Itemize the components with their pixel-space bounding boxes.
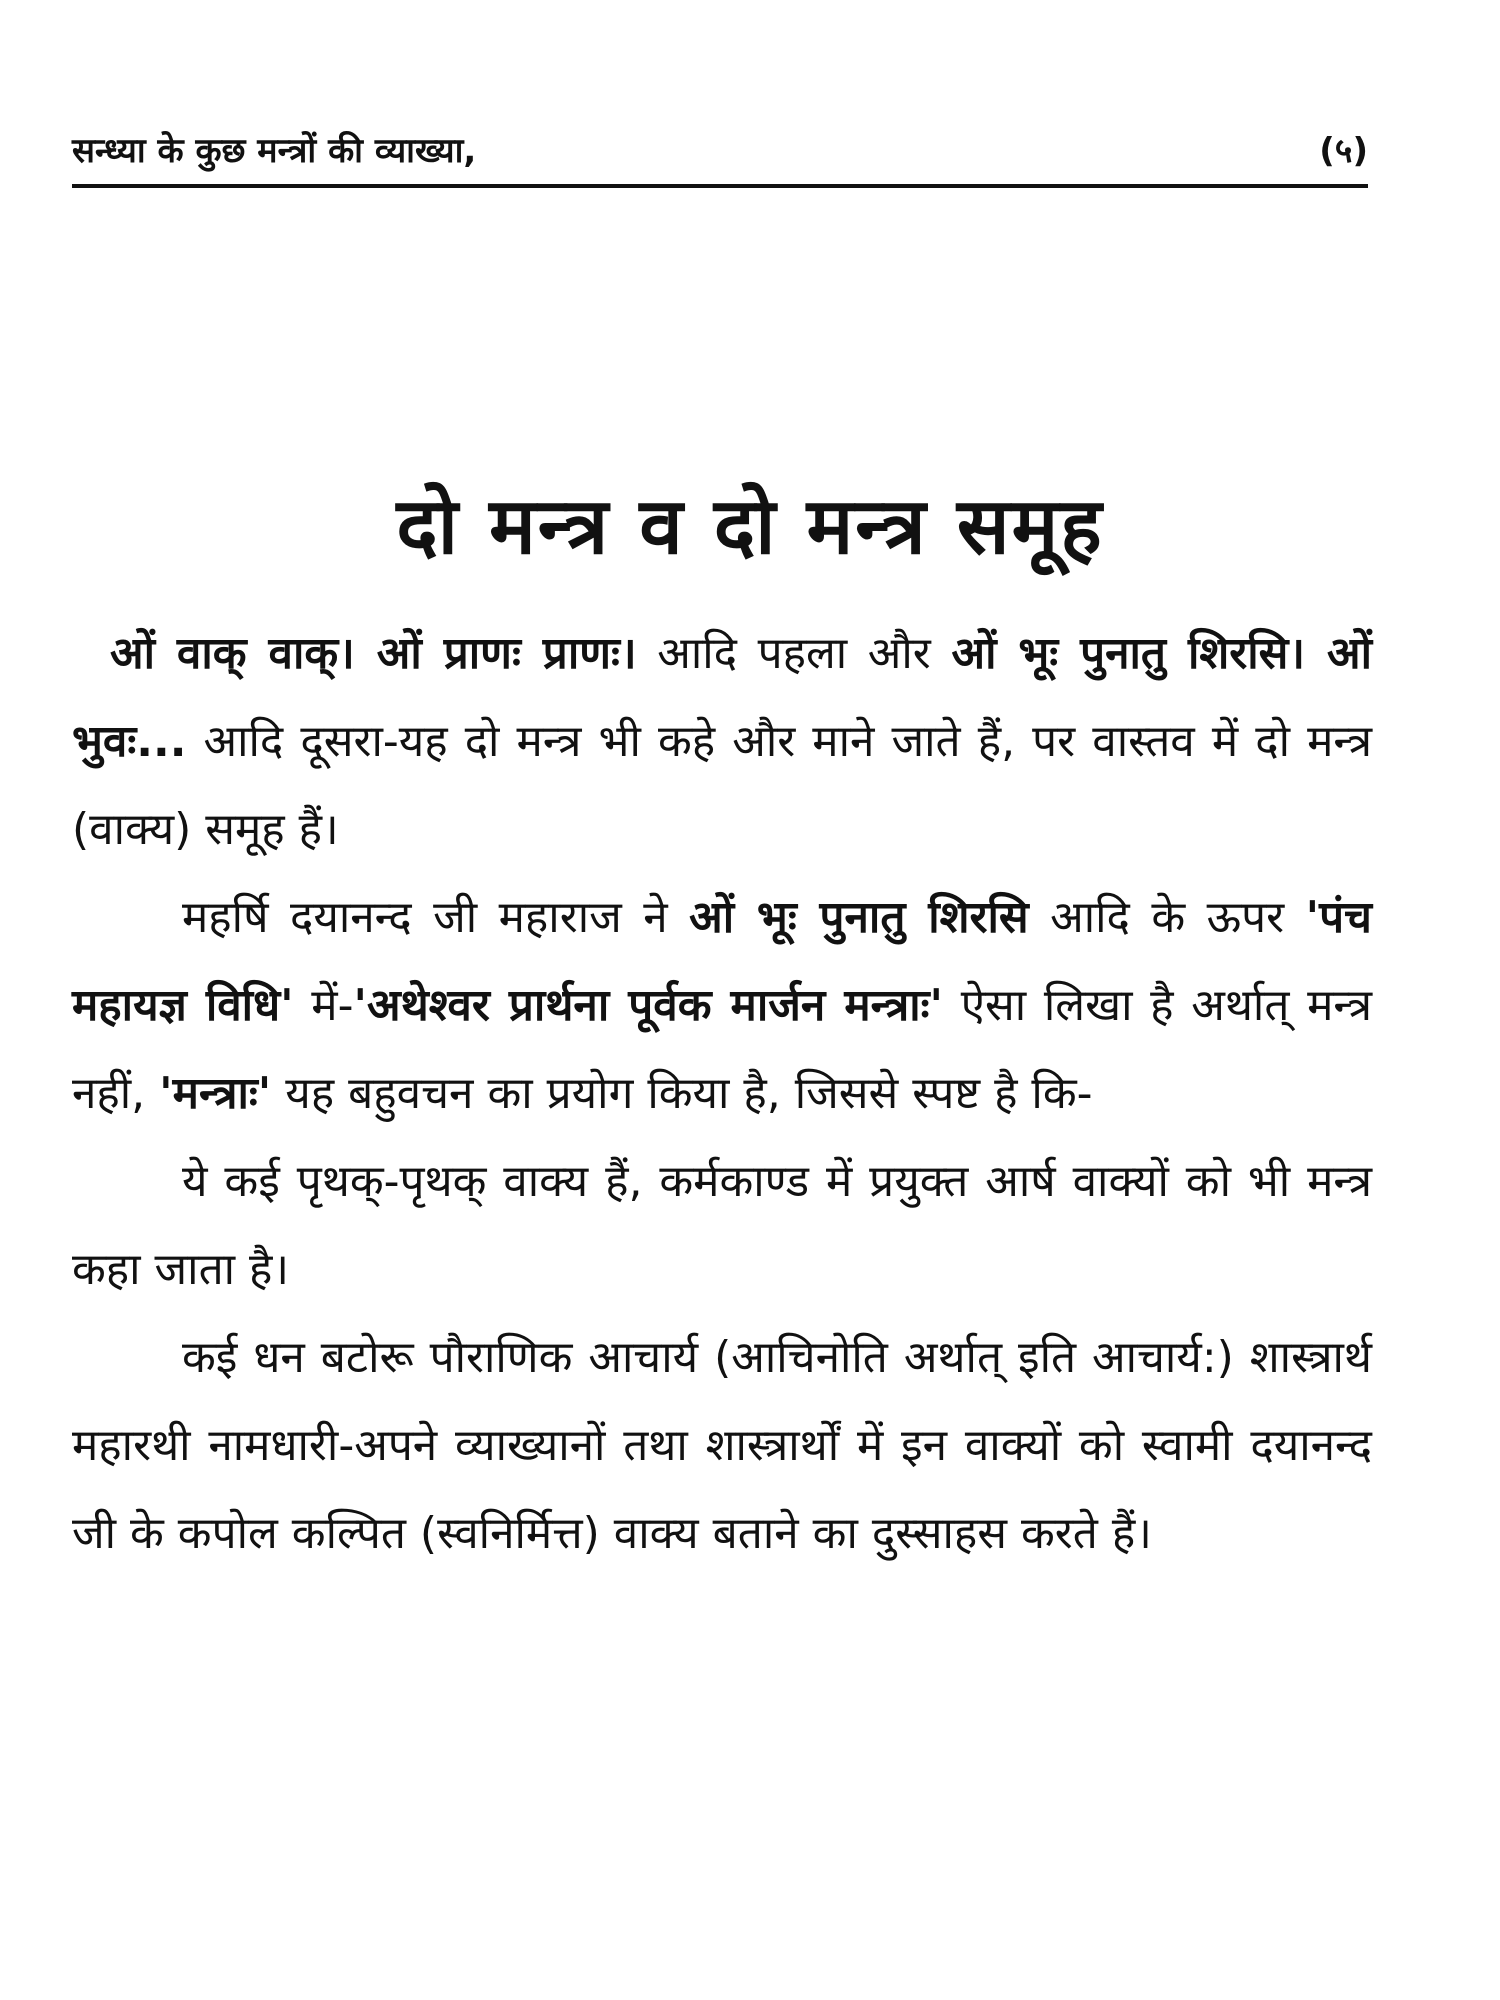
paragraph-3: ये कई पृथक्-पृथक् वाक्य हैं, कर्मकाण्ड में प्रयुक्त आर्ष वाक्यों को भी मन्त्र कहा जाता है। <box>72 1156 1372 1295</box>
header-rule <box>72 184 1368 188</box>
paragraph-text: महर्षि दयानन्द जी महाराज ने <box>182 892 690 943</box>
chapter-title: दो मन्त्र व दो मन्त्र समूह <box>396 482 1104 572</box>
book-title-bold: 'पंच महायज्ञ विधि' <box>72 892 1372 1031</box>
paragraph-1 <box>72 610 1372 874</box>
paragraph-text: ऐसा लिखा है अर्थात् मन्त्र नहीं, <box>72 980 1372 1119</box>
paragraph-text: यह बहुवचन का प्रयोग किया है, जिससे स्पष्ट है कि- <box>271 1068 1093 1119</box>
paragraph-text: में- <box>293 980 354 1031</box>
paragraph-4: कई धन बटोरू पौराणिक आचार्य (आचिनोति अर्थात् इति आचार्य:) शास्त्रार्थ महारथी नामधारी-अपने व्याख्यानों तथा शास्त्रार्थों में इन वाक्यों को स्वामी दयानन्द जी के कपोल कल्पित (स्वनिर्मित्त) वाक्य बताने का दुस्साहस करते हैं। <box>72 1332 1372 1559</box>
paragraph-text: आदि पहला और <box>636 628 952 679</box>
quoted-word-bold: 'मन्त्राः' <box>159 1068 272 1119</box>
quoted-heading-bold: 'अथेश्वर प्रार्थना पूर्वक मार्जन मन्त्राः' <box>353 980 943 1031</box>
running-title: सन्ध्या के कुछ मन्त्रों की व्याख्या, <box>72 131 477 171</box>
paragraph-text: आदि दूसरा-यह दो मन्त्र भी कहे और माने जाते हैं, पर वास्तव में दो मन्त्र (वाक्य) समूह हैं। <box>72 716 1372 855</box>
running-header <box>72 118 1368 180</box>
mantra-text-bold: ओं भूः पुनातु शिरसि <box>689 892 1029 943</box>
page-number: (५) <box>1319 131 1368 171</box>
paragraph-text: आदि के ऊपर <box>1028 892 1306 943</box>
mantra-text-bold: ओं भूः पुनातु शिरसि। ओं भुवः... <box>72 628 1373 767</box>
body-text <box>72 610 1372 1578</box>
mantra-text-bold: ओं वाक् वाक्। ओं प्राणः प्राणः। <box>110 628 637 679</box>
paragraph-2 <box>72 874 1372 1138</box>
